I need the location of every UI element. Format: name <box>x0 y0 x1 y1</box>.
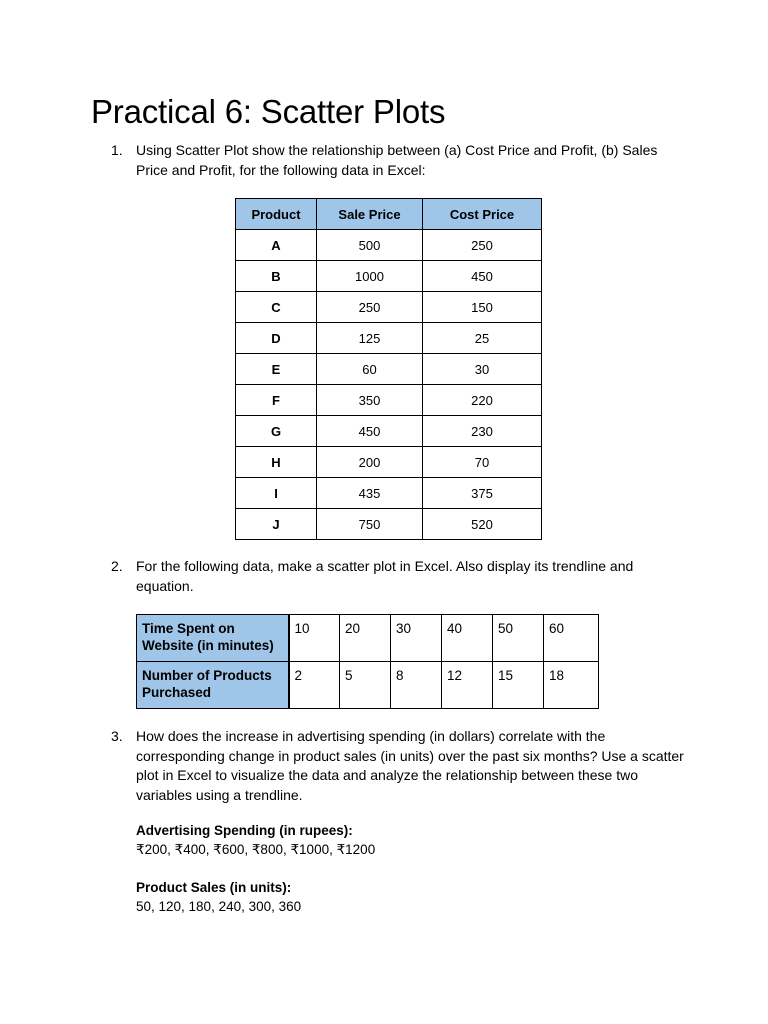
question-number: 3. <box>111 728 123 744</box>
cell-product: F <box>236 385 317 416</box>
table-row <box>137 615 599 662</box>
sales-label: Product Sales (in units): <box>136 880 292 895</box>
table-row <box>236 354 542 385</box>
cell-product: D <box>236 323 317 354</box>
cell-cost-price: 375 <box>423 478 542 509</box>
table-cell: 30 <box>391 615 442 662</box>
advertising-label: Advertising Spending (in rupees): <box>136 823 353 838</box>
table-cell: 40 <box>442 615 493 662</box>
row-header: Number of Products Purchased <box>137 662 289 709</box>
cell-product: C <box>236 292 317 323</box>
table-cell: 8 <box>391 662 442 709</box>
cell-cost-price: 250 <box>423 230 542 261</box>
question-text: For the following data, make a scatter plot in Excel. Also display its trendline and equation. <box>136 558 634 594</box>
cell-sale-price: 1000 <box>317 261 423 292</box>
cell-cost-price: 25 <box>423 323 542 354</box>
table-cell: 20 <box>340 615 391 662</box>
table-header-row <box>236 199 542 230</box>
cell-cost-price: 150 <box>423 292 542 323</box>
cell-sale-price: 125 <box>317 323 423 354</box>
column-header-cost-price: Cost Price <box>423 199 542 230</box>
table-cell: 10 <box>289 615 340 662</box>
cell-cost-price: 450 <box>423 261 542 292</box>
cell-product: B <box>236 261 317 292</box>
table-row <box>236 230 542 261</box>
advertising-data <box>136 821 375 859</box>
cell-cost-price: 30 <box>423 354 542 385</box>
cell-cost-price: 520 <box>423 509 542 540</box>
table-cell: 2 <box>289 662 340 709</box>
table-row <box>236 292 542 323</box>
cell-product: H <box>236 447 317 478</box>
cell-product: A <box>236 230 317 261</box>
sales-values: 50, 120, 180, 240, 300, 360 <box>136 899 302 914</box>
cell-cost-price: 220 <box>423 385 542 416</box>
row-header: Time Spent on Website (in minutes) <box>137 615 289 662</box>
table-row <box>236 323 542 354</box>
cell-sale-price: 250 <box>317 292 423 323</box>
cell-product: I <box>236 478 317 509</box>
table-row <box>236 261 542 292</box>
table-cell: 18 <box>544 662 599 709</box>
table-cell: 50 <box>493 615 544 662</box>
table-row <box>236 447 542 478</box>
question-text: How does the increase in advertising spending (in dollars) correlate with the corresponding change in product sales (in units) over the past six months? Use a scatter plot in Excel to visualize the data and analyze the relationship between these two variables using a trendline. <box>136 728 684 803</box>
cell-sale-price: 500 <box>317 230 423 261</box>
cell-sale-price: 435 <box>317 478 423 509</box>
table-row <box>137 662 599 709</box>
cell-sale-price: 450 <box>317 416 423 447</box>
question-number: 2. <box>111 558 123 574</box>
table-row <box>236 478 542 509</box>
cell-product: G <box>236 416 317 447</box>
table-cell: 12 <box>442 662 493 709</box>
table-row <box>236 416 542 447</box>
page-title: Practical 6: Scatter Plots <box>91 93 446 130</box>
question-text: Using Scatter Plot show the relationship between (a) Cost Price and Profit, (b) Sales Price and Profit, for the following data in Excel: <box>136 142 658 178</box>
column-header-sale-price: Sale Price <box>317 199 423 230</box>
cell-sale-price: 350 <box>317 385 423 416</box>
time-products-table <box>136 614 599 709</box>
table-cell: 60 <box>544 615 599 662</box>
cell-cost-price: 70 <box>423 447 542 478</box>
table-cell: 5 <box>340 662 391 709</box>
cell-sale-price: 200 <box>317 447 423 478</box>
advertising-values: ₹200, ₹400, ₹600, ₹800, ₹1000, ₹1200 <box>136 842 376 857</box>
price-table <box>235 198 542 540</box>
cell-sale-price: 750 <box>317 509 423 540</box>
cell-sale-price: 60 <box>317 354 423 385</box>
table-cell: 15 <box>493 662 544 709</box>
cell-cost-price: 230 <box>423 416 542 447</box>
column-header-product: Product <box>236 199 317 230</box>
table-row <box>236 509 542 540</box>
cell-product: E <box>236 354 317 385</box>
cell-product: J <box>236 509 317 540</box>
sales-data <box>136 878 301 916</box>
question-number: 1. <box>111 142 123 158</box>
table-row <box>236 385 542 416</box>
